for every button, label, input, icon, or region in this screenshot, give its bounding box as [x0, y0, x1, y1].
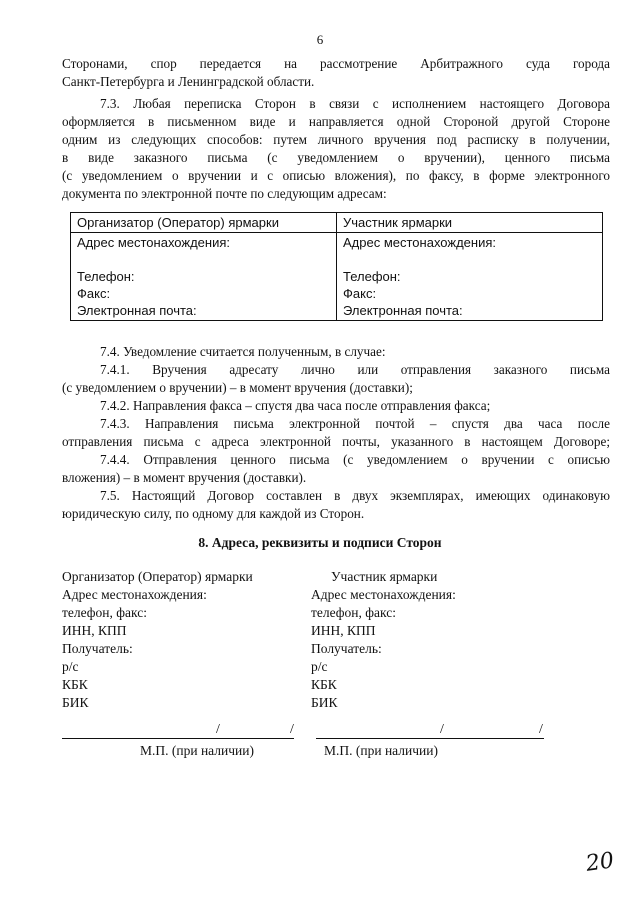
organizer-stamp-label: М.П. (при наличии)	[140, 743, 254, 758]
email-label: Электронная почта:	[77, 303, 197, 318]
paragraph-7-3	[62, 95, 610, 203]
signature-separator: /	[440, 722, 444, 737]
bik-label: БИК	[62, 695, 89, 710]
email-label: Электронная почта:	[343, 303, 463, 318]
kbk-label: КБК	[311, 677, 337, 692]
contacts-table	[70, 212, 603, 321]
text-line: 7.4.1. Вручения адресату лично или отправления заказного письма	[100, 362, 610, 377]
text-line: (с уведомлением о вручении и с описью вложения), по факсу, в форме электронного	[62, 168, 610, 183]
inn-kpp-label: ИНН, КПП	[62, 623, 127, 638]
text-line: в виде заказного письма (с уведомлением о вручении), ценного письма	[62, 150, 610, 165]
signature-separator: /	[216, 722, 220, 737]
text-line: 7.5. Настоящий Договор составлен в двух экземплярах, имеющих одинаковую	[100, 488, 610, 503]
signature-separator: /	[290, 722, 294, 737]
address-label: Адрес местонахождения:	[311, 587, 456, 602]
organizer-details	[62, 568, 253, 712]
organizer-signature-line	[62, 738, 294, 739]
organizer-contacts-cell	[71, 233, 337, 321]
paragraph-7-4	[62, 343, 610, 523]
text-line: 7.4.2. Направления факса – спустя два часа после отправления факса;	[100, 398, 491, 413]
handwritten-page-number: 20	[584, 848, 616, 877]
participant-header: Участник ярмарки	[337, 213, 603, 233]
address-label: Адрес местонахождения:	[343, 235, 496, 250]
recipient-label: Получатель:	[311, 641, 382, 656]
address-label: Адрес местонахождения:	[77, 235, 230, 250]
participant-details	[311, 568, 456, 712]
section-title: 8. Адреса, реквизиты и подписи Сторон	[198, 535, 442, 550]
text-line: 7.3. Любая переписка Сторон в связи с исполнением настоящего Договора	[100, 96, 610, 111]
table-row	[71, 233, 603, 321]
bik-label: БИК	[311, 695, 338, 710]
text-line: (с уведомлением о вручении) – в момент вручения (доставки);	[62, 380, 413, 395]
text-line: одним из следующих способов: путем личного вручения под расписку в получении,	[62, 132, 610, 147]
phone-label: Телефон:	[77, 269, 135, 284]
address-label: Адрес местонахождения:	[62, 587, 207, 602]
recipient-label: Получатель:	[62, 641, 133, 656]
paragraph-dispute	[62, 55, 610, 91]
text-line: отправления письма с адреса электронной почты, указанного в настоящем Договоре;	[62, 434, 610, 449]
fax-label: Факс:	[343, 286, 377, 301]
text-line: оформляется в письменном виде и направляется одной Стороной другой Стороне	[62, 114, 610, 129]
phone-fax-label: телефон, факс:	[311, 605, 396, 620]
table-row	[71, 213, 603, 233]
text-line: 7.4. Уведомление считается полученным, в случае:	[100, 344, 386, 359]
text-line: Сторонами, спор передается на рассмотрение Арбитражного суда города	[62, 56, 610, 71]
phone-label: Телефон:	[343, 269, 401, 284]
kbk-label: КБК	[62, 677, 88, 692]
account-label: р/с	[62, 659, 79, 674]
participant-stamp-label: М.П. (при наличии)	[324, 743, 438, 758]
signature-separator: /	[539, 722, 543, 737]
text-line: документа по электронной почте по следующим адресам:	[62, 186, 387, 201]
fax-label: Факс:	[77, 286, 111, 301]
participant-contacts-cell	[337, 233, 603, 321]
organizer-header: Организатор (Оператор) ярмарки	[71, 213, 337, 233]
text-line: вложения) – в момент вручения (доставки).	[62, 470, 307, 485]
text-line: Санкт-Петербурга и Ленинградской области.	[62, 74, 315, 89]
text-line: 7.4.4. Отправления ценного письма (с уведомлением о вручении с описью	[100, 452, 610, 467]
text-line: юридическую силу, по одному для каждой из Сторон.	[62, 506, 365, 521]
page-number: 6	[316, 32, 324, 47]
phone-fax-label: телефон, факс:	[62, 605, 147, 620]
inn-kpp-label: ИНН, КПП	[311, 623, 376, 638]
participant-signature-line	[316, 738, 544, 739]
party-name: Участник ярмарки	[331, 569, 438, 584]
text-line: 7.4.3. Направления письма электронной почтой – спустя два часа после	[100, 416, 610, 431]
account-label: р/с	[311, 659, 328, 674]
party-name: Организатор (Оператор) ярмарки	[62, 569, 253, 584]
